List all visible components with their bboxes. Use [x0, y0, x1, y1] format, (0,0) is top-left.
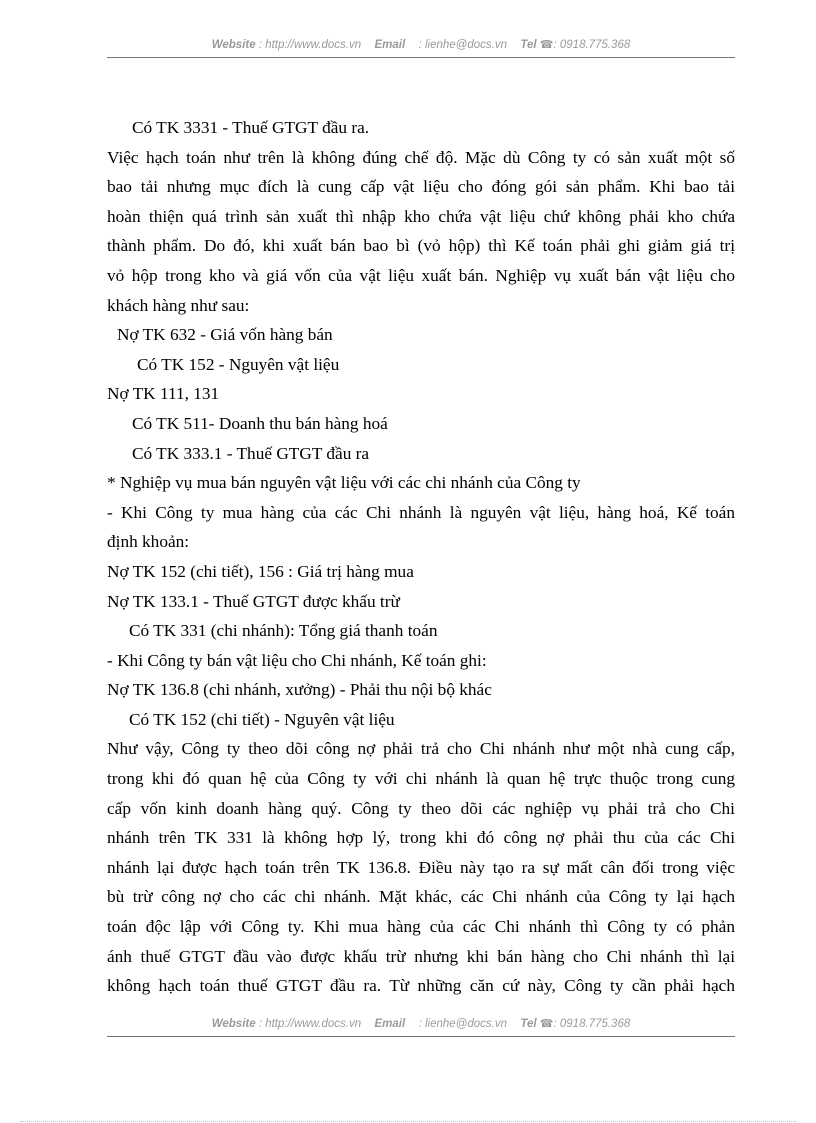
text-line: nhánh trên TK 331 là không hợp lý, trong khi đó công nợ phải thu của các Chi: [107, 828, 735, 848]
text-line: hoàn thiện quá trình sản xuất thì nhập kho chứa vật liệu chứ không phải kho chứa: [107, 206, 735, 226]
text-line: Nợ TK 133.1 - Thuế GTGT được khấu trừ: [107, 591, 400, 611]
text-line: Nợ TK 632 - Giá vốn hàng bán: [117, 325, 333, 345]
text-line: Nợ TK 152 (chi tiết), 156 : Giá trị hàng mua: [107, 561, 414, 581]
page-boundary: [20, 1121, 796, 1122]
website-url[interactable]: : http://www.docs.vn: [258, 1018, 362, 1030]
text-line: định khoản:: [107, 532, 190, 552]
text-line: thành phẩm. Do đó, khi xuất bán bao bì (vỏ hộp) thì Kế toán phải ghi giảm giá trị: [107, 236, 735, 256]
phone-icon: ☎: [539, 39, 554, 51]
text-line: toán độc lập với Công ty. Khi mua hàng của các Chi nhánh thì Công ty có phản: [107, 917, 735, 937]
text-line: không hạch toán thuế GTGT đầu ra. Từ những căn cứ này, Công ty cần phải hạch: [107, 976, 735, 996]
email-address[interactable]: : lienhe@docs.vn: [418, 39, 507, 51]
text-line: Có TK 331 (chi nhánh): Tổng giá thanh toán: [129, 621, 438, 641]
text-line: - Khi Công ty bán vật liệu cho Chi nhánh, Kế toán ghi:: [107, 650, 487, 670]
text-line: cấp vốn kinh doanh hàng quý. Công ty theo dõi các nghiệp vụ phải trả cho Chi: [107, 798, 735, 818]
text-line: khách hàng như sau:: [107, 295, 250, 315]
text-line: Như vậy, Công ty theo dõi công nợ phải trả cho Chi nhánh như một nhà cung cấp,: [107, 739, 735, 759]
text-line: bao tải nhưng mục đích là cung cấp vật liệu cho đóng gói sản phẩm. Khi bao tải: [107, 177, 735, 197]
email-label: Email: [374, 39, 406, 51]
header-divider: [107, 57, 735, 58]
email-label: Email: [374, 1018, 406, 1030]
email-address[interactable]: : lienhe@docs.vn: [418, 1018, 507, 1030]
text-line: Nợ TK 136.8 (chi nhánh, xưởng) - Phải thu nội bộ khác: [107, 680, 492, 700]
text-line: Nợ TK 111, 131: [107, 384, 220, 404]
text-line: ánh thuế GTGT đầu vào được khấu trừ nhưng khi bán hàng cho Chi nhánh thì lại: [107, 946, 735, 966]
text-line: Có TK 511- Doanh thu bán hàng hoá: [132, 413, 388, 433]
text-line: nhánh lại được hạch toán trên TK 136.8. Điều này tạo ra sự mất cân đối trong việc: [107, 857, 735, 877]
text-line: - Khi Công ty mua hàng của các Chi nhánh là nguyên vật liệu, hàng hoá, Kế toán: [107, 502, 735, 522]
text-line: * Nghiệp vụ mua bán nguyên vật liệu với các chi nhánh của Công ty: [107, 473, 581, 493]
text-line: Có TK 152 - Nguyên vật liệu: [137, 354, 340, 374]
tel-label: Tel: [520, 1018, 537, 1030]
page-footer: [107, 1017, 735, 1030]
text-line: Việc hạch toán như trên là không đúng chế độ. Mặc dù Công ty có sản xuất một số: [107, 147, 735, 167]
page-header: [107, 38, 735, 51]
tel-number: : 0918.775.368: [553, 1018, 631, 1030]
text-line: vỏ hộp trong kho và giá vốn của vật liệu xuất bán. Nghiệp vụ xuất bán vật liệu cho: [107, 265, 735, 285]
text-line: trong khi đó quan hệ của Công ty với chi nhánh là quan hệ trực thuộc trong cung: [107, 769, 735, 789]
website-label: Website: [211, 39, 256, 51]
website-url[interactable]: : http://www.docs.vn: [258, 39, 362, 51]
document-body: [107, 113, 735, 1001]
website-label: Website: [211, 1018, 256, 1030]
text-line: Có TK 3331 - Thuế GTGT đầu ra.: [132, 118, 370, 137]
text-line: bù trừ công nợ cho các chi nhánh. Mặt khác, các Chi nhánh của Công ty lại hạch: [107, 887, 735, 907]
text-line: Có TK 152 (chi tiết) - Nguyên vật liệu: [129, 709, 395, 729]
tel-label: Tel: [520, 39, 537, 51]
tel-number: : 0918.775.368: [553, 39, 631, 51]
footer-divider: [107, 1036, 735, 1037]
text-line: Có TK 333.1 - Thuế GTGT đầu ra: [132, 443, 370, 463]
phone-icon: ☎: [539, 1018, 554, 1030]
